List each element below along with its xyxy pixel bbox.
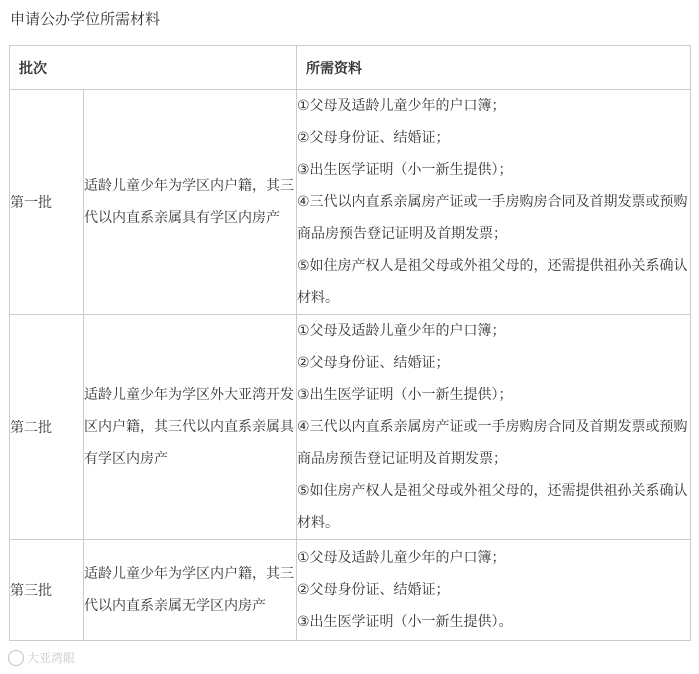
header-materials: 所需资料: [297, 46, 691, 90]
watermark-text: 大亚湾眼: [27, 651, 76, 665]
watermark: [8, 649, 75, 666]
batch-name: 第二批: [10, 315, 84, 540]
material-item: ③出生医学证明（小一新生提供）；: [297, 162, 513, 178]
header-batch: 批次: [10, 46, 297, 90]
materials-table: [9, 45, 691, 641]
material-item: ⑤如住房产权人是祖父母或外祖父母的，还需提供祖孙关系确认材料。: [297, 483, 688, 531]
table-row: [10, 540, 691, 641]
batch-name: 第三批: [10, 540, 84, 641]
material-item: ⑤如住房产权人是祖父母或外祖父母的，还需提供祖孙关系确认材料。: [297, 258, 688, 306]
table-header-row: [10, 46, 691, 90]
materials-list: [297, 90, 691, 315]
materials-list: [297, 540, 691, 641]
material-item: ②父母身份证、结婚证；: [297, 355, 450, 371]
material-item: ①父母及适龄儿童少年的户口簿；: [297, 323, 506, 339]
table-row: [10, 90, 691, 315]
batch-condition: 适龄儿童少年为学区内户籍，其三代以内直系亲属具有学区内房产: [84, 90, 297, 315]
watermark-logo-icon: [8, 650, 24, 666]
material-item: ④三代以内直系亲属房产证或一手房购房合同及首期发票或预购商品房预告登记证明及首期发票；: [297, 194, 688, 242]
material-item: ②父母身份证、结婚证；: [297, 130, 450, 146]
material-item: ①父母及适龄儿童少年的户口簿；: [297, 98, 506, 114]
table-row: [10, 315, 691, 540]
material-item: ②父母身份证、结婚证；: [297, 582, 450, 598]
material-item: ③出生医学证明（小一新生提供）；: [297, 387, 513, 403]
material-item: ①父母及适龄儿童少年的户口簿；: [297, 550, 506, 566]
materials-list: [297, 315, 691, 540]
batch-name: 第一批: [10, 90, 84, 315]
page-title: 申请公办学位所需材料: [10, 10, 161, 28]
batch-condition: 适龄儿童少年为学区内户籍，其三代以内直系亲属无学区内房产: [84, 540, 297, 641]
material-item: ③出生医学证明（小一新生提供）。: [297, 614, 513, 630]
batch-condition: 适龄儿童少年为学区外大亚湾开发区内户籍，其三代以内直系亲属具有学区内房产: [84, 315, 297, 540]
material-item: ④三代以内直系亲属房产证或一手房购房合同及首期发票或预购商品房预告登记证明及首期发票；: [297, 419, 688, 467]
